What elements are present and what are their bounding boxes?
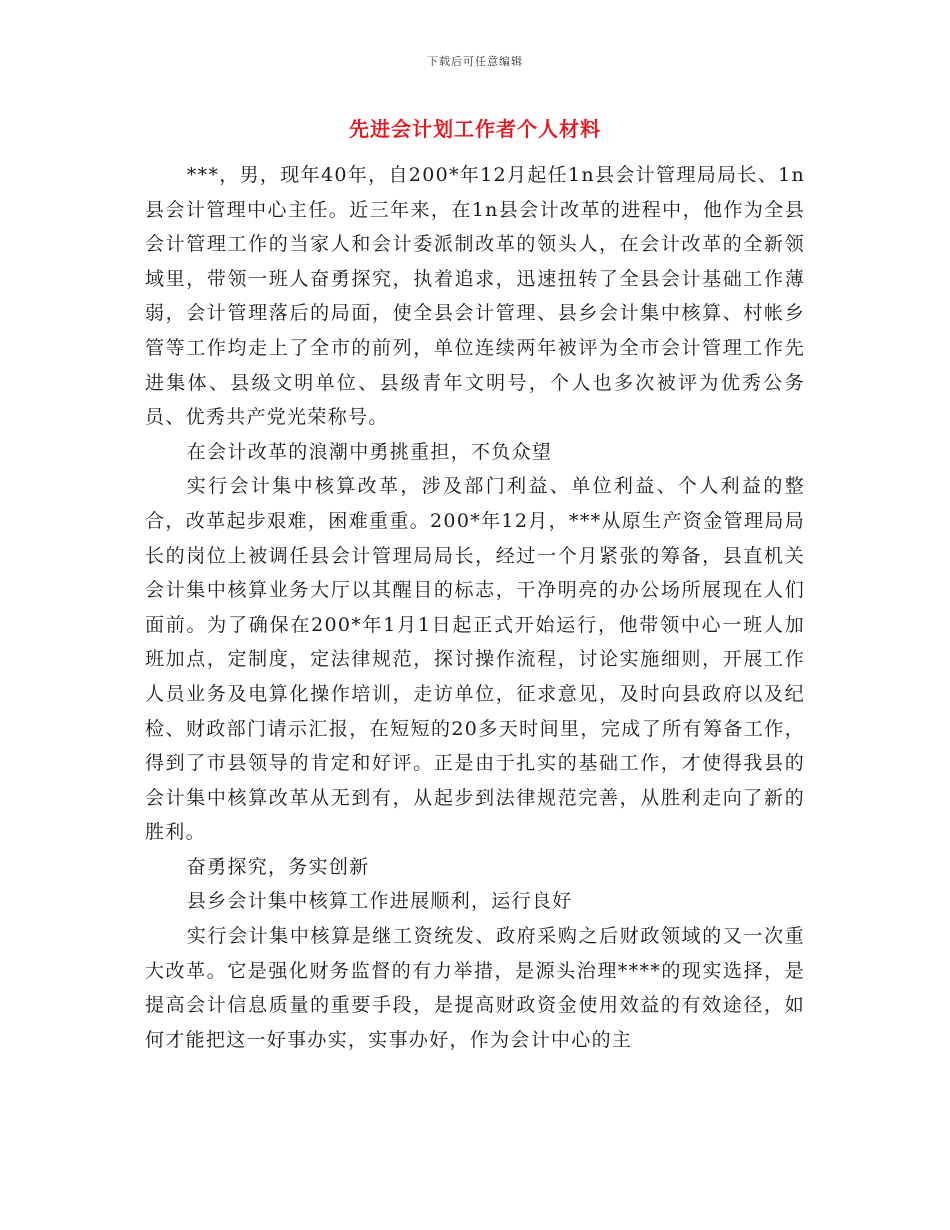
paragraph-centralized-accounting: 实行会计集中核算是继工资统发、政府采购之后财政领域的又一次重大改革。它是强化财务监督的有力举措，是源头治理****的现实选择，是提高会计信息质量的重要手段，是提高财政资金使用效益的有效途径，如何才能把这一好事办实，实事办好，作为会计中心的主	[145, 925, 805, 1051]
header-note: 下载后可任意编辑	[427, 55, 523, 68]
document-body	[145, 158, 805, 1057]
section-heading-2: 奋勇探究，务实创新	[186, 855, 370, 878]
section-subheading: 县乡会计集中核算工作进展顺利，运行良好	[186, 890, 573, 913]
paragraph-reform: 实行会计集中核算改革，涉及部门利益、单位利益、个人利益的整合，改革起步艰难，困难重重。200*年12月，***从原生产资金管理局局长的岗位上被调任县会计管理局局长，经过一个月紧张的筹备，县直机关会计集中核算业务大厅以其醒目的标志，干净明亮的办公场所展现在人们面前。为了确保在200*年1月1日起正式开始运行，他带领中心一班人加班加点，定制度，定法律规范，探讨操作流程，讨论实施细则，开展工作人员业务及电算化操作培训，走访单位，征求意见，及时向县政府以及纪检、财政部门请示汇报，在短短的20多天时间里，完成了所有筹备工作，得到了市县领导的肯定和好评。正是由于扎实的基础工作，才使得我县的会计集中核算改革从无到有，从起步到法律规范完善，从胜利走向了新的胜利。	[145, 475, 805, 844]
section-heading-1: 在会计改革的浪潮中勇挑重担，不负众望	[186, 440, 553, 463]
paragraph-intro: ***，男，现年40年，自200*年12月起任1n县会计管理局局长、1n县会计管理中心主任。近三年来，在1n县会计改革的进程中，他作为全县会计管理工作的当家人和会计委派制改革的领头人，在会计改革的全新领域里，带领一班人奋勇探究，执着追求，迅速扭转了全县会计基础工作薄弱，会计管理落后的局面，使全县会计管理、县乡会计集中核算、村帐乡管等工作均走上了全市的前列，单位连续两年被评为全市会计管理工作先进集体、县级文明单位、县级青年文明号，个人也多次被评为优秀公务员、优秀共产党光荣称号。	[145, 164, 805, 429]
document-title: 先进会计划工作者个人材料	[349, 117, 601, 141]
